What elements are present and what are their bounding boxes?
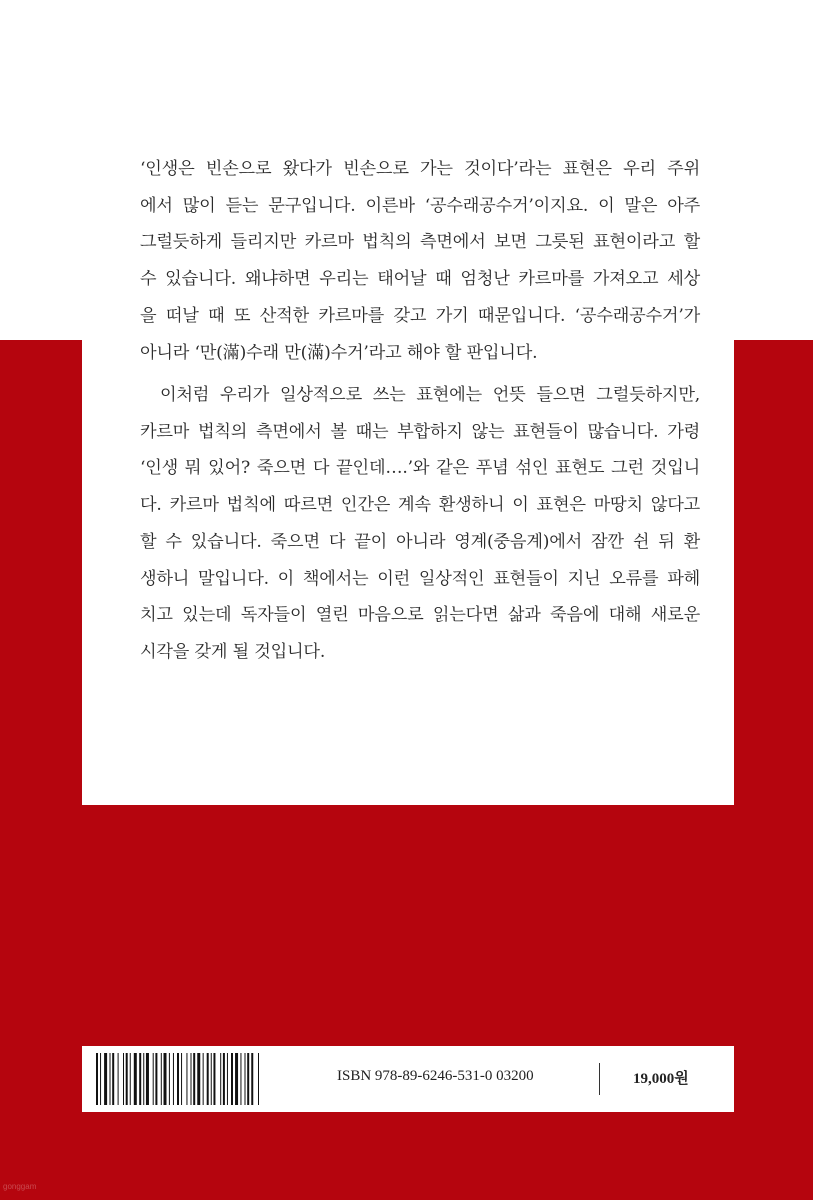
text-line: 을 떠날 때 또 산적한 카르마를 갖고 가기 때문입니다. ‘공수래공수거’가 bbox=[140, 305, 700, 326]
isbn-barcode-box bbox=[82, 1046, 734, 1112]
barcode-bar bbox=[251, 1053, 253, 1105]
barcode-bar bbox=[126, 1053, 128, 1105]
barcode-bar bbox=[153, 1053, 154, 1105]
barcode-bar bbox=[193, 1053, 195, 1105]
barcode-bar bbox=[220, 1053, 221, 1105]
text-line bbox=[140, 377, 700, 414]
text-line: 시각을 갖게 될 것입니다. bbox=[140, 641, 326, 662]
barcode-bar bbox=[130, 1053, 131, 1105]
text-line: 다. 카르마 법칙에 따르면 인간은 계속 환생하니 이 표현은 마땅치 않다고 bbox=[140, 495, 700, 516]
barcode-bar bbox=[197, 1053, 200, 1105]
text-line: 수 있습니다. 왜냐하면 우리는 태어날 때 엄청난 카르마를 가져오고 세상 bbox=[140, 269, 700, 290]
text-panel bbox=[82, 0, 734, 805]
barcode-bar bbox=[161, 1053, 162, 1105]
barcode-bar bbox=[143, 1053, 144, 1105]
barcode-bar bbox=[213, 1053, 215, 1105]
barcode-bar bbox=[223, 1053, 225, 1105]
barcode-bar bbox=[231, 1053, 233, 1105]
barcode-icon bbox=[96, 1053, 308, 1105]
barcode-bar bbox=[146, 1053, 149, 1105]
publisher-corner-mark: gonggam bbox=[3, 1182, 37, 1191]
text-line: 아니라 ‘만(滿)수래 만(滿)수거’라고 해야 할 판입니다. bbox=[140, 342, 538, 363]
barcode-bar bbox=[118, 1053, 119, 1105]
divider bbox=[599, 1063, 600, 1095]
text-line: 생하니 말입니다. 이 책에서는 이런 일상적인 표현들이 지닌 오류를 파헤 bbox=[140, 568, 700, 589]
barcode-bar bbox=[211, 1053, 212, 1105]
text-line-content: 이처럼 우리가 일상적으로 쓰는 표현에는 언뜻 들으면 그럴듯하지만, bbox=[160, 385, 700, 405]
barcode-bar bbox=[112, 1053, 114, 1105]
barcode-bar bbox=[207, 1053, 209, 1105]
text-line: 그럴듯하게 들리지만 카르마 법칙의 측면에서 보면 그릇된 표현이라고 할 bbox=[140, 232, 700, 253]
barcode-bar bbox=[96, 1053, 98, 1105]
barcode-bar bbox=[139, 1053, 141, 1105]
text-line: 카르마 법칙의 측면에서 볼 때는 부합하지 않는 표현들이 많습니다. 가령 bbox=[140, 421, 700, 442]
text-line: ‘인생은 빈손으로 왔다가 빈손으로 가는 것이다’라는 표현은 우리 주위 bbox=[140, 159, 700, 179]
barcode-bar bbox=[123, 1053, 124, 1105]
barcode-bar bbox=[245, 1053, 246, 1105]
barcode-bar bbox=[173, 1053, 174, 1105]
barcode-bar bbox=[258, 1053, 259, 1105]
barcode-bar bbox=[104, 1053, 107, 1105]
barcode-bar bbox=[203, 1053, 204, 1105]
isbn-number: ISBN 978-89-6246-531-0 03200 bbox=[337, 1068, 534, 1084]
barcode-bar bbox=[100, 1053, 101, 1105]
text-line: ‘인생 뭐 있어? 죽으면 다 끝인데….’와 같은 푸념 섞인 표현도 그런 것입니 bbox=[140, 458, 700, 479]
text-line: 할 수 있습니다. 죽으면 다 끝이 아니라 영계(중음계)에서 잠깐 쉰 뒤 환 bbox=[140, 531, 700, 552]
barcode-bar bbox=[227, 1053, 228, 1105]
barcode-bar bbox=[164, 1053, 167, 1105]
barcode-bar bbox=[191, 1053, 192, 1105]
price-label: 19,000원 bbox=[633, 1071, 689, 1087]
barcode-bar bbox=[181, 1053, 182, 1105]
barcode-bar bbox=[110, 1053, 111, 1105]
text-line: 치고 있는데 독자들이 열린 마음으로 읽는다면 삶과 죽음에 대해 새로운 bbox=[140, 605, 700, 626]
barcode-bar bbox=[240, 1053, 241, 1105]
text-line: 에서 많이 듣는 문구입니다. 이른바 ‘공수래공수거’이지요. 이 말은 아주 bbox=[140, 195, 700, 216]
barcode-bar bbox=[235, 1053, 238, 1105]
barcode-bar bbox=[186, 1053, 187, 1105]
barcode-bar bbox=[155, 1053, 157, 1105]
barcode-bar bbox=[247, 1053, 249, 1105]
barcode-bar bbox=[177, 1053, 179, 1105]
body-paragraph-2 bbox=[140, 377, 700, 671]
barcode-bar bbox=[169, 1053, 170, 1105]
body-paragraph-1 bbox=[140, 151, 700, 371]
barcode-bar bbox=[134, 1053, 137, 1105]
